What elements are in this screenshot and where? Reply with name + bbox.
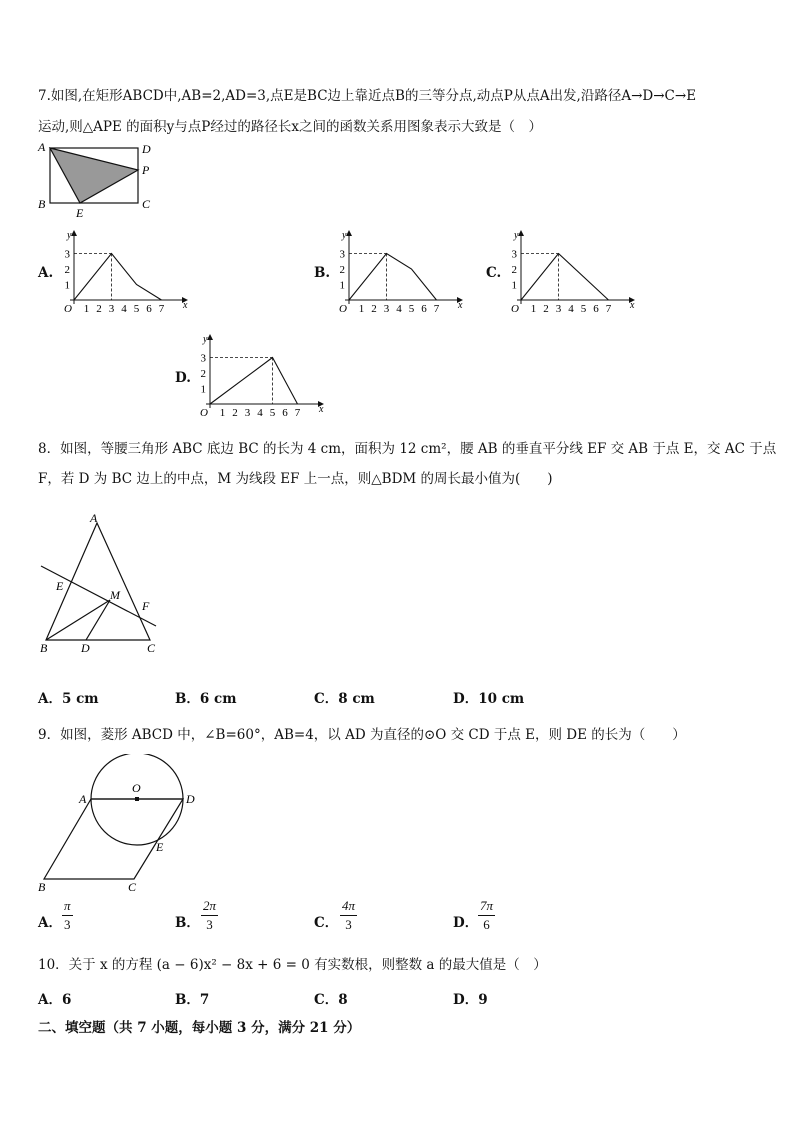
y-axis-label: y bbox=[514, 230, 519, 241]
y-tick-label: 2 bbox=[511, 264, 517, 276]
q10-option-b[interactable]: B．7 bbox=[175, 992, 210, 1008]
q8-option-c[interactable]: C．8 cm bbox=[314, 691, 375, 707]
y-tick-label: 1 bbox=[200, 383, 206, 396]
q7-label-e: E bbox=[76, 206, 84, 220]
q10-option-d[interactable]: D．9 bbox=[453, 992, 488, 1008]
q7-option-a-graph bbox=[60, 228, 190, 316]
q9-option-b-letter[interactable]: B． bbox=[175, 915, 200, 931]
graph-line bbox=[74, 254, 162, 301]
x-tick-label: 5 bbox=[269, 407, 276, 419]
q7-label-a: A bbox=[38, 140, 46, 154]
q9-label-o: O bbox=[132, 781, 141, 795]
x-tick-label: 3 bbox=[108, 303, 115, 315]
x-tick-label: 3 bbox=[244, 407, 251, 419]
q7-option-d-letter[interactable]: D. bbox=[175, 370, 191, 386]
y-axis-arrow bbox=[207, 334, 213, 340]
x-tick-label: 7 bbox=[294, 407, 301, 419]
q9-label-c: C bbox=[128, 880, 137, 894]
q8-label-a: A bbox=[90, 511, 98, 525]
q9-rhombus-figure bbox=[36, 754, 206, 894]
x-tick-label: 1 bbox=[358, 303, 365, 315]
y-tick-label: 1 bbox=[339, 279, 345, 292]
x-tick-label: 1 bbox=[530, 303, 537, 315]
q8-label-e: E bbox=[56, 579, 64, 593]
q9-option-b-num: 2π bbox=[203, 898, 217, 913]
x-tick-label: 6 bbox=[421, 303, 427, 315]
y-axis-label: y bbox=[67, 230, 72, 241]
q8-option-a[interactable]: A．5 cm bbox=[38, 691, 99, 707]
q9-option-a-letter[interactable]: A． bbox=[38, 915, 62, 931]
y-axis-arrow bbox=[346, 230, 352, 236]
q7-label-p: P bbox=[142, 163, 150, 177]
q9-label-d: D bbox=[186, 792, 195, 806]
x-tick-label: 5 bbox=[133, 303, 140, 315]
q9-option-d-den: 6 bbox=[483, 917, 490, 932]
q9-label-a: A bbox=[79, 792, 87, 806]
q10-option-c[interactable]: C．8 bbox=[314, 992, 348, 1008]
fraction-bar bbox=[478, 915, 495, 916]
q7-option-b-graph bbox=[335, 228, 465, 316]
q7-option-b-letter[interactable]: B. bbox=[314, 265, 331, 281]
q8-label-m: M bbox=[110, 588, 120, 602]
graph-line bbox=[521, 254, 609, 301]
q7-option-a-letter[interactable]: A. bbox=[38, 265, 54, 281]
x-tick-label: 4 bbox=[257, 407, 263, 419]
x-tick-label: 2 bbox=[232, 407, 238, 419]
q7-option-d-graph bbox=[196, 332, 326, 420]
y-tick-label: 2 bbox=[339, 264, 345, 276]
y-tick-label: 1 bbox=[64, 279, 70, 292]
q8-option-b[interactable]: B．6 cm bbox=[175, 691, 237, 707]
origin-label: O bbox=[200, 407, 208, 419]
x-axis-label: x bbox=[319, 404, 324, 415]
y-axis-label: y bbox=[342, 230, 347, 241]
q7-text-line1: 7.如图,在矩形ABCD中,AB=2,AD=3,点E是BC边上靠近点B的三等分点,动点P从点A出发,沿路径A→D→C→E bbox=[38, 88, 697, 104]
q7-text-line2: 运动,则△APE 的面积y与点P经过的路径长x之间的函数关系用图象表示大致是（ ） bbox=[38, 119, 542, 135]
x-tick-label: 2 bbox=[96, 303, 102, 315]
fraction-bar bbox=[340, 915, 357, 916]
graph-line bbox=[210, 358, 298, 405]
q7-label-c: C bbox=[142, 197, 151, 211]
x-tick-label: 1 bbox=[219, 407, 226, 419]
q7-label-d: D bbox=[142, 142, 151, 156]
q8-text-line1: 8．如图，等腰三角形 ABC 底边 BC 的长为 4 cm，面积为 12 cm²，腰 AB 的垂直平分线 EF 交 AB 于点 E，交 AC 于点 bbox=[38, 441, 777, 457]
x-tick-label: 4 bbox=[121, 303, 127, 315]
y-tick-label: 2 bbox=[64, 264, 70, 276]
x-tick-label: 7 bbox=[433, 303, 440, 315]
y-tick-label: 3 bbox=[339, 248, 345, 261]
x-tick-label: 4 bbox=[568, 303, 574, 315]
q9-option-c-letter[interactable]: C． bbox=[314, 915, 339, 931]
q8-triangle-figure bbox=[36, 508, 166, 656]
q9-label-e: E bbox=[156, 840, 164, 854]
y-tick-label: 2 bbox=[200, 368, 206, 380]
q9-option-a-den: 3 bbox=[64, 917, 71, 932]
x-tick-label: 6 bbox=[593, 303, 599, 315]
origin-label: O bbox=[339, 303, 347, 315]
q9-option-d-letter[interactable]: D． bbox=[453, 915, 479, 931]
q9-label-b: B bbox=[38, 880, 46, 894]
q9-option-d-fraction bbox=[478, 898, 495, 933]
x-tick-label: 4 bbox=[396, 303, 402, 315]
x-tick-label: 1 bbox=[83, 303, 90, 315]
x-tick-label: 2 bbox=[543, 303, 549, 315]
x-tick-label: 3 bbox=[555, 303, 562, 315]
y-tick-label: 3 bbox=[511, 248, 517, 261]
q9-option-c-num: 4π bbox=[342, 898, 356, 913]
section-2-heading: 二、填空题（共 7 小题，每小题 3 分，满分 21 分） bbox=[38, 1020, 361, 1036]
q7-rectangle-figure bbox=[36, 138, 166, 223]
y-axis-arrow bbox=[518, 230, 524, 236]
q7-option-c-letter[interactable]: C. bbox=[486, 265, 502, 281]
x-tick-label: 7 bbox=[158, 303, 165, 315]
q8-label-d: D bbox=[81, 641, 90, 655]
q7-option-c-graph bbox=[507, 228, 637, 316]
q9-option-d-num: 7π bbox=[480, 898, 494, 913]
q8-label-c: C bbox=[147, 641, 156, 655]
q10-option-a[interactable]: A．6 bbox=[38, 992, 72, 1008]
x-axis-label: x bbox=[458, 300, 463, 311]
q9-text-line1: 9．如图，菱形 ABCD 中，∠B=60°，AB=4，以 AD 为直径的⊙O 交 CD 于点 E，则 DE 的长为（ ） bbox=[38, 727, 686, 743]
fraction-bar bbox=[62, 915, 73, 916]
x-tick-label: 7 bbox=[605, 303, 612, 315]
q7-label-b: B bbox=[38, 197, 46, 211]
y-tick-label: 3 bbox=[200, 352, 206, 365]
x-tick-label: 3 bbox=[383, 303, 390, 315]
x-axis-label: x bbox=[183, 300, 188, 311]
x-tick-label: 5 bbox=[408, 303, 415, 315]
q9-option-b-den: 3 bbox=[206, 917, 213, 932]
q10-text-line1: 10．关于 x 的方程 (a − 6)x² − 8x + 6 = 0 有实数根，则整数 a 的最大值是（ ） bbox=[38, 957, 547, 973]
y-axis-label: y bbox=[203, 334, 208, 345]
q8-label-b: B bbox=[40, 641, 48, 655]
q9-option-b-fraction bbox=[201, 898, 218, 933]
q9-option-a-num: π bbox=[64, 898, 71, 913]
origin-label: O bbox=[511, 303, 519, 315]
y-axis-arrow bbox=[71, 230, 77, 236]
x-axis-label: x bbox=[630, 300, 635, 311]
q8-text-line2: F，若 D 为 BC 边上的中点，M 为线段 EF 上一点，则△BDM 的周长最小值为( ) bbox=[38, 471, 553, 487]
q9-option-a-fraction bbox=[62, 898, 73, 933]
x-tick-label: 6 bbox=[282, 407, 288, 419]
x-tick-label: 6 bbox=[146, 303, 152, 315]
q9-option-c-den: 3 bbox=[345, 917, 352, 932]
x-tick-label: 2 bbox=[371, 303, 377, 315]
y-tick-label: 1 bbox=[511, 279, 517, 292]
origin-label: O bbox=[64, 303, 72, 315]
x-tick-label: 5 bbox=[580, 303, 587, 315]
q9-option-c-fraction bbox=[340, 898, 357, 933]
q8-label-f: F bbox=[142, 599, 150, 613]
y-tick-label: 3 bbox=[64, 248, 70, 261]
fraction-bar bbox=[201, 915, 218, 916]
graph-line bbox=[349, 254, 437, 301]
q8-option-d[interactable]: D．10 cm bbox=[453, 691, 525, 707]
